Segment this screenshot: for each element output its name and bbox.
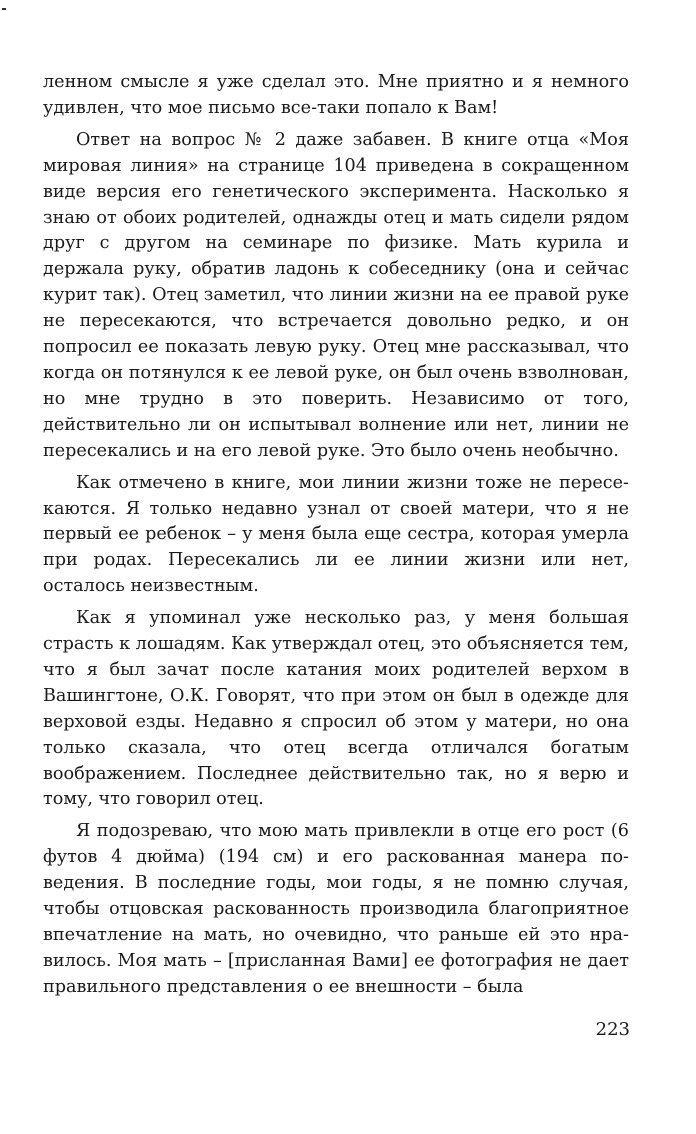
paragraph-2: Ответ на вопрос № 2 даже забавен. В книге отца «Моя мировая линия» на странице 104 приведена в сокращенном виде версия его генетического эксперимента. Насколько я знаю от обоих родителей, однажды отец и мать сидели рядом друг с другом на семинаре по физике. Мать курила и держала руку, обратив ладонь к собеседнику (она и сейчас курит так). Отец заметил, что линии жизни на ее правой руке не пересекаются, что встречается довольно редко, и он попросил ее показать левую руку. Отец мне рассказывал, что когда он потянулся к ее левой руке, он был очень взволнован, но мне трудно в это поверить. Независимо от того, действительно ли он испытывал волнение или нет, линии не пересекались и на его левой руке. Это было очень необычно. [43,129,629,461]
paragraph-5: Я подозреваю, что мою мать привлекли в отце его рост (6 футов 4 дюйма) (194 см) и его раскованная манера поведения. В последние годы, мои годы, я не помню случая, чтобы отцовская раскованность производила благоприятное впечатление на мать, но очевидно, что раньше ей это нравилось. Моя мать – [присланная Вами] ее фотография не дает правильного представления о ее внешности – была [43,821,629,997]
scan-mark [2,8,6,10]
paragraph-1: ленном смысле я уже сделал это. Мне приятно и я немного удивлен, что мое письмо все-таки попало к Вам! [43,72,629,118]
page-body [43,70,629,1007]
paragraph-3: Как отмечено в книге, мои линии жизни тоже не пересекаются. Я только недавно узнал от своей матери, что я не первый ее ребенок – у меня была еще сестра, которая умерла при родах. Пересекались ли ее линии жизни или нет, осталось неизвестным. [43,472,629,597]
page-number: 223 [595,1019,630,1040]
paragraph-4: Как я упоминал уже несколько раз, у меня большая страсть к лошадям. Как утверждал отец, это объясняется тем, что я был зачат после катания моих родителей верхом в Вашингтоне, О.К. Говорят, что при этом он был в одежде для верховой езды. Недавно я спросил об этом у матери, но она только сказала, что отец всегда отличался богатым воображением. Последнее действительно так, но я верю и тому, что говорил отец. [43,608,630,810]
